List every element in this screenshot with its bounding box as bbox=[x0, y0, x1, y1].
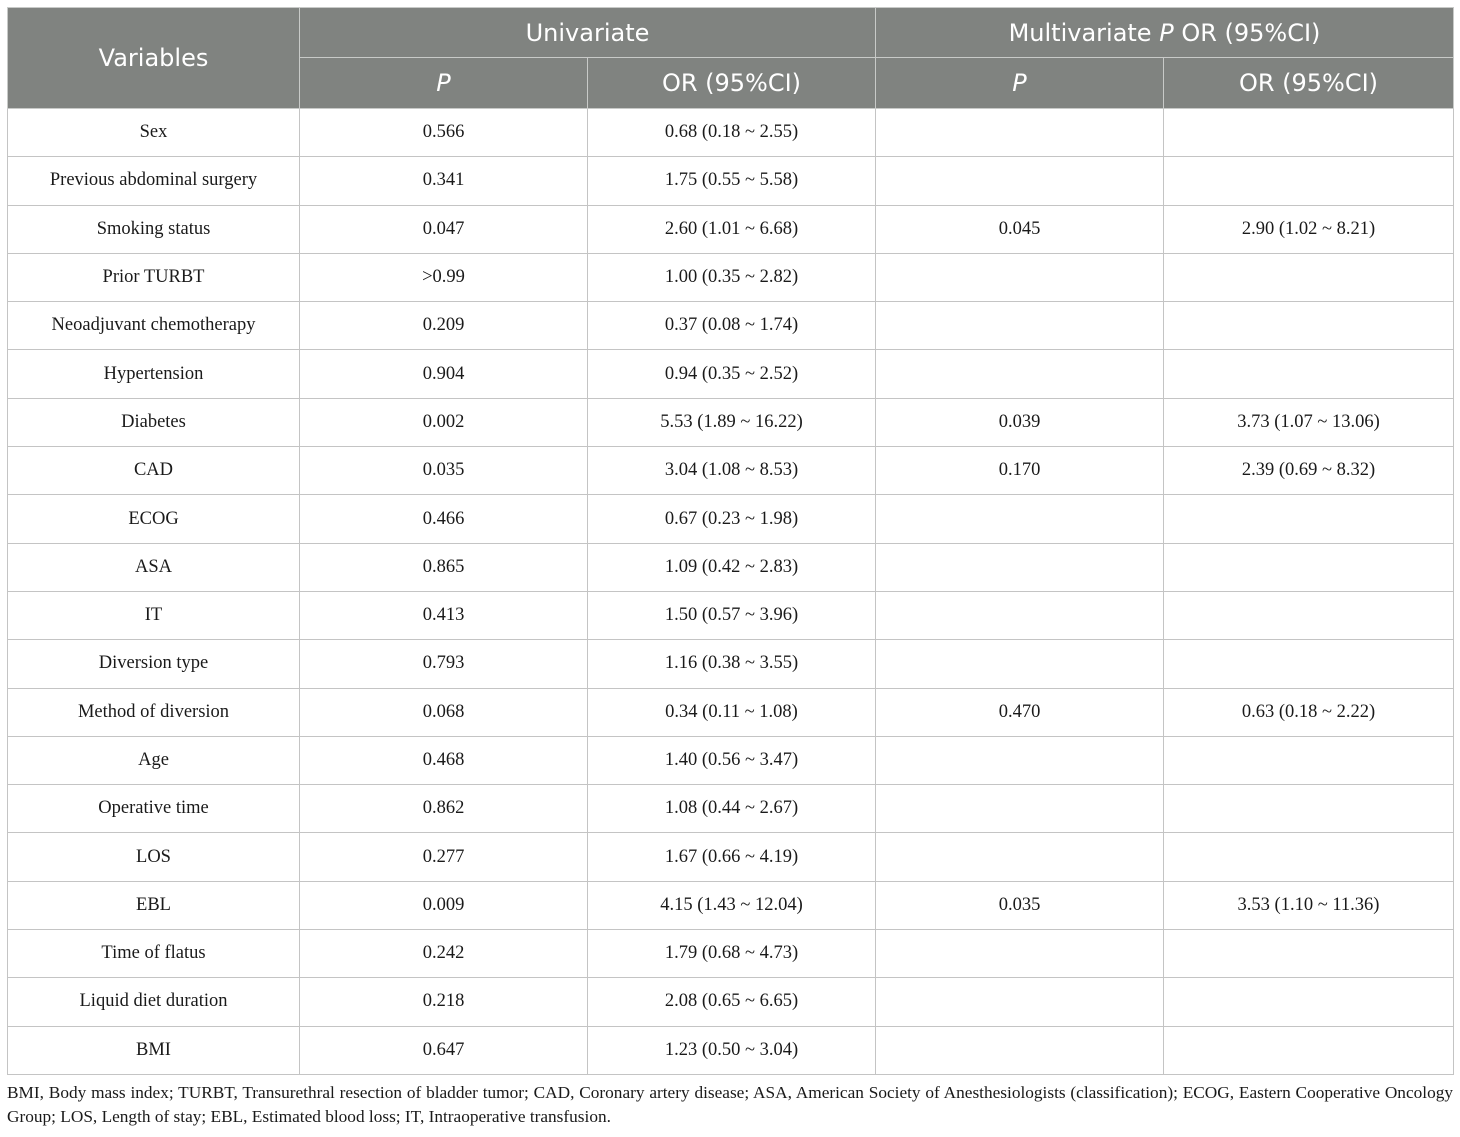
variable-cell: Hypertension bbox=[8, 350, 300, 398]
multivariate-or-cell bbox=[1164, 157, 1454, 205]
header-multivariate-p-col: P bbox=[876, 58, 1164, 109]
multivariate-or-cell: 3.53 (1.10 ~ 11.36) bbox=[1164, 881, 1454, 929]
univariate-or-cell: 1.09 (0.42 ~ 2.83) bbox=[588, 543, 876, 591]
multivariate-p-cell: 0.470 bbox=[876, 688, 1164, 736]
header-univariate: Univariate bbox=[300, 8, 876, 58]
variable-cell: BMI bbox=[8, 1026, 300, 1074]
univariate-or-cell: 1.00 (0.35 ~ 2.82) bbox=[588, 253, 876, 301]
multivariate-or-cell: 2.90 (1.02 ~ 8.21) bbox=[1164, 205, 1454, 253]
multivariate-or-cell bbox=[1164, 978, 1454, 1026]
header-multivariate-suffix: OR (95%CI) bbox=[1173, 18, 1321, 47]
multivariate-p-cell bbox=[876, 930, 1164, 978]
variable-cell: Sex bbox=[8, 109, 300, 157]
univariate-p-cell: 0.413 bbox=[300, 591, 588, 639]
univariate-p-cell: 0.242 bbox=[300, 930, 588, 978]
univariate-or-cell: 1.40 (0.56 ~ 3.47) bbox=[588, 736, 876, 784]
univariate-or-cell: 1.23 (0.50 ~ 3.04) bbox=[588, 1026, 876, 1074]
variable-cell: Neoadjuvant chemotherapy bbox=[8, 302, 300, 350]
univariate-or-cell: 2.08 (0.65 ~ 6.65) bbox=[588, 978, 876, 1026]
multivariate-p-cell: 0.035 bbox=[876, 881, 1164, 929]
multivariate-or-cell: 0.63 (0.18 ~ 2.22) bbox=[1164, 688, 1454, 736]
table-row bbox=[8, 978, 1454, 1026]
table-row bbox=[8, 785, 1454, 833]
univariate-or-cell: 1.08 (0.44 ~ 2.67) bbox=[588, 785, 876, 833]
univariate-p-cell: 0.035 bbox=[300, 447, 588, 495]
multivariate-p-cell bbox=[876, 736, 1164, 784]
table-row bbox=[8, 543, 1454, 591]
table-row bbox=[8, 398, 1454, 446]
univariate-or-cell: 1.75 (0.55 ~ 5.58) bbox=[588, 157, 876, 205]
univariate-p-cell: 0.209 bbox=[300, 302, 588, 350]
table-row bbox=[8, 688, 1454, 736]
multivariate-p-cell bbox=[876, 833, 1164, 881]
multivariate-p-cell bbox=[876, 350, 1164, 398]
multivariate-or-cell bbox=[1164, 495, 1454, 543]
header-multivariate-or: OR (95%CI) bbox=[1164, 58, 1454, 109]
variable-cell: IT bbox=[8, 591, 300, 639]
variable-cell: Operative time bbox=[8, 785, 300, 833]
variable-cell: Prior TURBT bbox=[8, 253, 300, 301]
variable-cell: Liquid diet duration bbox=[8, 978, 300, 1026]
table-row bbox=[8, 157, 1454, 205]
multivariate-p-cell bbox=[876, 157, 1164, 205]
variable-cell: Diversion type bbox=[8, 640, 300, 688]
table-header bbox=[8, 8, 1454, 109]
univariate-or-cell: 0.37 (0.08 ~ 1.74) bbox=[588, 302, 876, 350]
univariate-p-cell: 0.566 bbox=[300, 109, 588, 157]
variable-cell: Age bbox=[8, 736, 300, 784]
header-variables: Variables bbox=[8, 8, 300, 109]
univariate-p-cell: 0.009 bbox=[300, 881, 588, 929]
univariate-p-cell: 0.647 bbox=[300, 1026, 588, 1074]
multivariate-or-cell: 2.39 (0.69 ~ 8.32) bbox=[1164, 447, 1454, 495]
multivariate-p-cell: 0.039 bbox=[876, 398, 1164, 446]
univariate-p-cell: 0.793 bbox=[300, 640, 588, 688]
univariate-or-cell: 4.15 (1.43 ~ 12.04) bbox=[588, 881, 876, 929]
table-row bbox=[8, 881, 1454, 929]
multivariate-p-cell bbox=[876, 978, 1164, 1026]
variable-cell: ASA bbox=[8, 543, 300, 591]
univariate-p-cell: 0.341 bbox=[300, 157, 588, 205]
table-row bbox=[8, 833, 1454, 881]
table-row bbox=[8, 1026, 1454, 1074]
multivariate-or-cell bbox=[1164, 253, 1454, 301]
header-univariate-p: P bbox=[300, 58, 588, 109]
variable-cell: ECOG bbox=[8, 495, 300, 543]
table-row bbox=[8, 109, 1454, 157]
regression-table-container bbox=[7, 7, 1453, 1075]
multivariate-p-cell bbox=[876, 591, 1164, 639]
variable-cell: LOS bbox=[8, 833, 300, 881]
multivariate-p-cell bbox=[876, 543, 1164, 591]
table-body bbox=[8, 109, 1454, 1075]
univariate-or-cell: 1.67 (0.66 ~ 4.19) bbox=[588, 833, 876, 881]
multivariate-or-cell bbox=[1164, 640, 1454, 688]
univariate-or-cell: 5.53 (1.89 ~ 16.22) bbox=[588, 398, 876, 446]
table-footnote: BMI, Body mass index; TURBT, Transurethral resection of bladder tumor; CAD, Coronary artery disease; ASA, American Society of Anesthesiologists (classification); ECOG, Eastern Cooperative Oncology Group; LOS, Length of stay; EBL, Estimated blood loss; IT, Intraoperative transfusion. bbox=[7, 1083, 1453, 1126]
univariate-p-cell: 0.468 bbox=[300, 736, 588, 784]
univariate-p-cell: 0.218 bbox=[300, 978, 588, 1026]
multivariate-or-cell bbox=[1164, 591, 1454, 639]
variable-cell: Diabetes bbox=[8, 398, 300, 446]
univariate-or-cell: 0.68 (0.18 ~ 2.55) bbox=[588, 109, 876, 157]
multivariate-p-cell bbox=[876, 785, 1164, 833]
univariate-or-cell: 2.60 (1.01 ~ 6.68) bbox=[588, 205, 876, 253]
table-row bbox=[8, 447, 1454, 495]
univariate-or-cell: 1.16 (0.38 ~ 3.55) bbox=[588, 640, 876, 688]
univariate-p-cell: 0.862 bbox=[300, 785, 588, 833]
univariate-p-cell: 0.047 bbox=[300, 205, 588, 253]
multivariate-or-cell bbox=[1164, 930, 1454, 978]
table-row bbox=[8, 736, 1454, 784]
multivariate-or-cell bbox=[1164, 350, 1454, 398]
univariate-p-cell: 0.068 bbox=[300, 688, 588, 736]
multivariate-p-cell bbox=[876, 495, 1164, 543]
table-row bbox=[8, 930, 1454, 978]
multivariate-p-cell bbox=[876, 109, 1164, 157]
univariate-or-cell: 1.50 (0.57 ~ 3.96) bbox=[588, 591, 876, 639]
table-row bbox=[8, 350, 1454, 398]
variable-cell: Previous abdominal surgery bbox=[8, 157, 300, 205]
regression-table bbox=[7, 7, 1454, 1075]
univariate-or-cell: 1.79 (0.68 ~ 4.73) bbox=[588, 930, 876, 978]
variable-cell: Method of diversion bbox=[8, 688, 300, 736]
multivariate-or-cell: 3.73 (1.07 ~ 13.06) bbox=[1164, 398, 1454, 446]
univariate-p-cell: 0.002 bbox=[300, 398, 588, 446]
table-row bbox=[8, 302, 1454, 350]
univariate-or-cell: 0.94 (0.35 ~ 2.52) bbox=[588, 350, 876, 398]
multivariate-p-cell: 0.170 bbox=[876, 447, 1164, 495]
univariate-p-cell: 0.865 bbox=[300, 543, 588, 591]
multivariate-p-cell bbox=[876, 1026, 1164, 1074]
header-multivariate bbox=[876, 8, 1454, 58]
multivariate-or-cell bbox=[1164, 302, 1454, 350]
univariate-p-cell: 0.277 bbox=[300, 833, 588, 881]
table-row bbox=[8, 205, 1454, 253]
multivariate-p-cell bbox=[876, 640, 1164, 688]
variable-cell: Smoking status bbox=[8, 205, 300, 253]
multivariate-or-cell bbox=[1164, 543, 1454, 591]
variable-cell: Time of flatus bbox=[8, 930, 300, 978]
multivariate-or-cell bbox=[1164, 736, 1454, 784]
multivariate-or-cell bbox=[1164, 833, 1454, 881]
header-univariate-or: OR (95%CI) bbox=[588, 58, 876, 109]
univariate-or-cell: 0.67 (0.23 ~ 1.98) bbox=[588, 495, 876, 543]
multivariate-p-cell bbox=[876, 302, 1164, 350]
header-multivariate-prefix: Multivariate bbox=[1008, 18, 1160, 47]
table-row bbox=[8, 253, 1454, 301]
univariate-or-cell: 0.34 (0.11 ~ 1.08) bbox=[588, 688, 876, 736]
multivariate-or-cell bbox=[1164, 1026, 1454, 1074]
univariate-p-cell: 0.904 bbox=[300, 350, 588, 398]
multivariate-p-cell: 0.045 bbox=[876, 205, 1164, 253]
variable-cell: EBL bbox=[8, 881, 300, 929]
multivariate-or-cell bbox=[1164, 785, 1454, 833]
univariate-p-cell: 0.466 bbox=[300, 495, 588, 543]
univariate-or-cell: 3.04 (1.08 ~ 8.53) bbox=[588, 447, 876, 495]
header-multivariate-p: P bbox=[1159, 18, 1174, 47]
table-row bbox=[8, 640, 1454, 688]
multivariate-or-cell bbox=[1164, 109, 1454, 157]
univariate-p-cell: >0.99 bbox=[300, 253, 588, 301]
table-row bbox=[8, 591, 1454, 639]
variable-cell: CAD bbox=[8, 447, 300, 495]
table-row bbox=[8, 495, 1454, 543]
multivariate-p-cell bbox=[876, 253, 1164, 301]
